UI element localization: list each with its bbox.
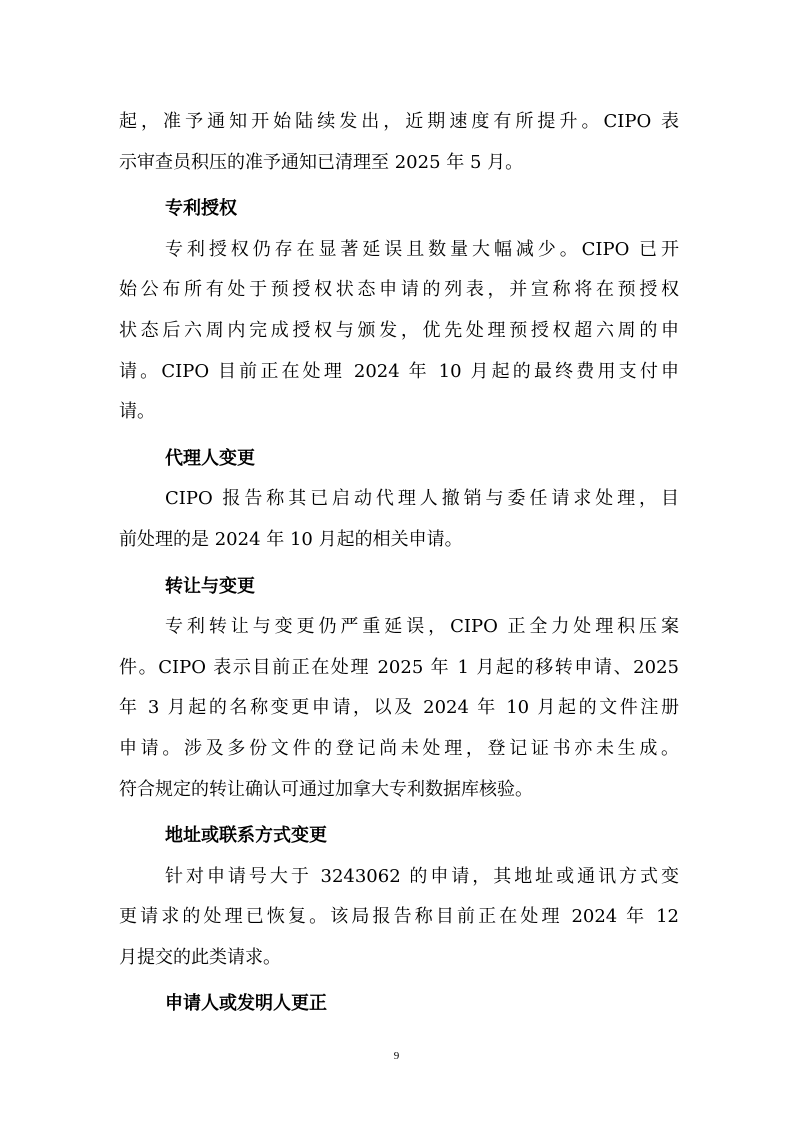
paragraph-line: 专利转让与变更仍严重延误，CIPO 正全力处理积压案	[165, 616, 679, 638]
paragraph-line: 始公布所有处于预授权状态申请的列表，并宣称将在预授权	[119, 279, 679, 301]
section-heading-agent-change: 代理人变更	[165, 447, 255, 469]
page-number: 9	[393, 1050, 400, 1062]
intro-line: 起，准予通知开始陆续发出，近期速度有所提升。CIPO 表	[119, 111, 679, 132]
section-heading-applicant-correction: 申请人或发明人更正	[165, 993, 327, 1015]
section-heading-address-change: 地址或联系方式变更	[165, 825, 327, 847]
section-heading-assignment: 转让与变更	[165, 575, 255, 597]
paragraph-line: 前处理的是 2024 年 10 月起的相关申请。	[119, 528, 463, 550]
paragraph-line: 专利授权仍存在显著延误且数量大幅减少。CIPO 已开	[165, 238, 679, 260]
page-content	[119, 102, 679, 1025]
paragraph-line: 符合规定的转让确认可通过加拿大专利数据库核验。	[119, 778, 533, 800]
paragraph-line: 年 3 月起的名称变更申请，以及 2024 年 10 月起的文件注册	[119, 697, 679, 719]
paragraph-line: 针对申请号大于 3243062 的申请，其地址或通讯方式变	[165, 865, 679, 887]
paragraph-line: 状态后六周内完成授权与颁发，优先处理预授权超六周的申	[119, 319, 679, 341]
paragraph-line: CIPO 报告称其已启动代理人撤销与委任请求处理，目	[165, 488, 679, 510]
paragraph-line: 更请求的处理已恢复。该局报告称目前正在处理 2024 年 12	[119, 906, 679, 928]
paragraph-line: 请。	[119, 401, 155, 423]
paragraph-line: 月提交的此类请求。	[119, 946, 281, 968]
paragraph-line: 请。CIPO 目前正在处理 2024 年 10 月起的最终费用支付申	[119, 360, 679, 382]
paragraph-line: 件。CIPO 表示目前正在处理 2025 年 1 月起的移转申请、2025	[119, 656, 679, 678]
intro-line: 示审查员积压的准予通知已清理至 2025 年 5 月。	[119, 151, 524, 173]
section-heading-patent-grant: 专利授权	[165, 198, 237, 220]
paragraph-line: 申请。涉及多份文件的登记尚未处理，登记证书亦未生成。	[119, 737, 679, 759]
